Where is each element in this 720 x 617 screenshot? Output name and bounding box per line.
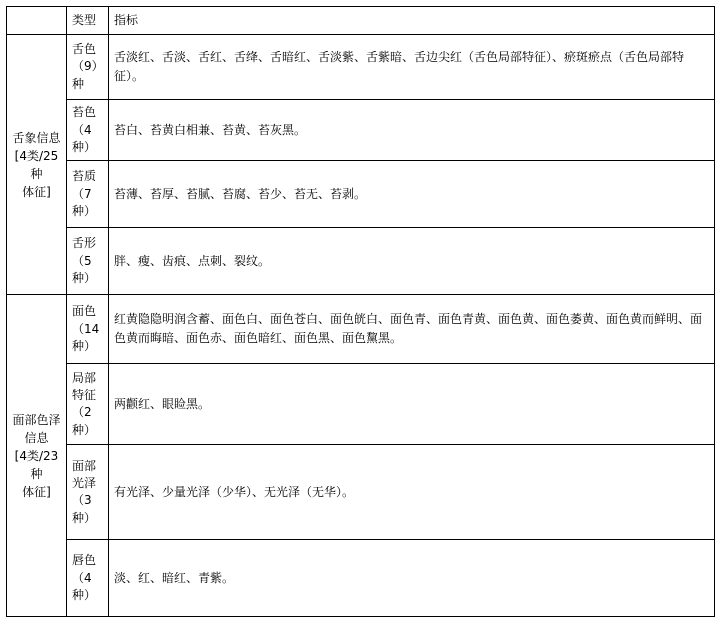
header-type-cell: 类型 [67,7,109,35]
type-line: 特征 [72,387,97,402]
table-header-row [7,7,715,35]
value-cell-local-features: 两颧红、眼睑黑。 [109,364,715,445]
table-row [7,228,715,295]
type-line: （4种） [72,122,97,154]
table-row [7,364,715,445]
value-cell-face-color: 红黄隐隐明润含蓄、面色白、面色苍白、面色㿠白、面色青、面色青黄、面色黄、面色萎黄、面色黄而鲜明、面色黄而晦暗、面色赤、面色暗红、面色黑、面色黧黑。 [109,295,715,364]
value-cell-tongue-shape: 胖、瘦、齿痕、点刺、裂纹。 [109,228,715,295]
type-line: 苔质 [72,169,97,184]
type-line: 面部 [72,458,97,473]
type-line: 舌形 [72,236,97,251]
type-line: 局部 [72,370,97,385]
group-label-line: 舌象信息 [12,130,61,145]
table-row [7,100,715,161]
type-cell-lip-color [67,540,109,617]
value-cell-lip-color: 淡、红、暗红、青紫。 [109,540,715,617]
type-cell-face-luster [67,445,109,540]
type-line: 种） [72,204,97,219]
header-value-cell: 指标 [109,7,715,35]
group-label-face [7,295,67,617]
header-group-cell [7,7,67,35]
type-line: （9） [72,59,104,74]
type-line: （4 [72,570,92,585]
type-line: 舌色 [72,42,97,57]
type-cell-tongue-color [67,35,109,100]
type-line: （5 [72,253,92,268]
table-row [7,161,715,228]
tcm-indicator-table [6,6,715,617]
type-line: 种） [72,588,97,603]
group-label-line: [4类/23种 [14,448,59,481]
type-line: （2 [72,405,92,420]
type-cell-face-color [67,295,109,364]
type-line: 种） [72,271,97,286]
type-line: （7 [72,186,92,201]
type-line: 种） [72,339,97,354]
type-line: 种） [72,510,97,525]
value-cell-coating-texture: 苔薄、苔厚、苔腻、苔腐、苔少、苔无、苔剥。 [109,161,715,228]
type-line: 种） [72,422,97,437]
group-label-line: 体征] [22,484,51,499]
value-cell-tongue-color: 舌淡红、舌淡、舌红、舌绛、舌暗红、舌淡紫、舌紫暗、舌边尖红（舌色局部特征）、瘀斑瘀点（舌色局部特征）。 [109,35,715,100]
table-row [7,295,715,364]
value-cell-face-luster: 有光泽、少量光泽（少华）、无光泽（无华）。 [109,445,715,540]
type-line: 面色 [72,304,97,319]
group-label-line: 体征] [22,184,51,199]
table-row [7,540,715,617]
type-cell-coating-color [67,100,109,161]
type-line: 光泽 [72,475,97,490]
group-label-line: [4类/25种 [14,148,59,181]
type-cell-local-features [67,364,109,445]
value-cell-coating-color: 苔白、苔黄白相兼、苔黄、苔灰黑。 [109,100,715,161]
type-line: （14 [72,321,100,336]
type-cell-coating-texture [67,161,109,228]
table-row [7,445,715,540]
group-label-line: 面部色泽 [12,412,61,427]
table-row [7,35,715,100]
type-line: 苔色 [72,105,97,120]
group-label-tongue [7,35,67,295]
type-line: 种 [72,76,85,91]
type-line: （3 [72,493,92,508]
type-line: 唇色 [72,553,97,568]
type-cell-tongue-shape [67,228,109,295]
group-label-line: 信息 [24,430,49,445]
